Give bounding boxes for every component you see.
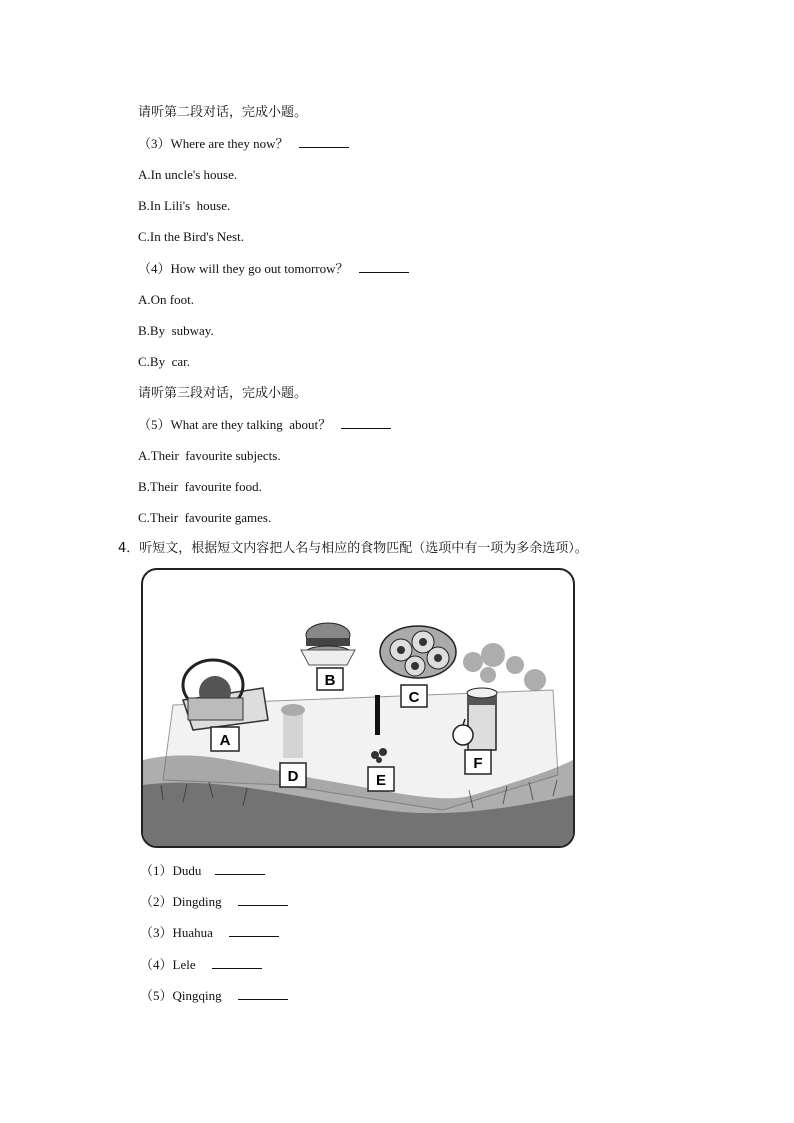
match-item-label: （4）Lele xyxy=(140,957,196,972)
hamburger xyxy=(301,623,355,665)
option: A.Their favourite subjects. xyxy=(138,448,281,463)
label-c xyxy=(401,685,427,707)
match-item-dudu xyxy=(140,863,265,879)
match-item-lele xyxy=(140,957,262,973)
question-3-prompt: （3）Where are they now？ xyxy=(138,136,289,151)
option: C.By car. xyxy=(138,354,190,369)
milk-glass xyxy=(281,704,305,758)
option: A.On foot. xyxy=(138,292,194,307)
option: B.By subway. xyxy=(138,323,214,338)
answer-blank[interactable] xyxy=(341,417,391,429)
section3-heading: 请听第三段对话，完成小题。 xyxy=(138,386,308,401)
match-item-dingding xyxy=(140,894,288,910)
label-e xyxy=(368,767,394,791)
label-a xyxy=(211,727,239,751)
match-item-huahua xyxy=(140,925,279,941)
label-d-text: D xyxy=(287,768,299,785)
match-item-qingqing xyxy=(140,988,288,1004)
match-item-label: （1）Dudu xyxy=(140,863,202,878)
picnic-food-illustration xyxy=(141,568,575,848)
label-d xyxy=(280,763,306,787)
label-a-text: A xyxy=(219,732,231,749)
match-item-label: （5）Qingqing xyxy=(140,988,222,1003)
question-5-prompt: （5）What are they talking about？ xyxy=(138,417,332,432)
question4-title: 4．听短文，根据短文内容把人名与相应的食物匹配（选项中有一项为多余选项）。 xyxy=(118,541,588,556)
picnic-basket xyxy=(183,660,268,730)
picnic-scene xyxy=(143,570,573,846)
question-4 xyxy=(138,261,409,277)
answer-blank[interactable] xyxy=(299,136,349,148)
match-item-label: （2）Dingding xyxy=(140,894,222,909)
label-e-text: E xyxy=(375,772,387,789)
option: B.Their favourite food. xyxy=(138,479,262,494)
answer-blank[interactable] xyxy=(238,894,288,906)
answer-blank[interactable] xyxy=(238,988,288,1000)
option: B.In Lili's house. xyxy=(138,198,231,213)
bush xyxy=(463,643,546,691)
label-b xyxy=(317,668,343,690)
answer-blank[interactable] xyxy=(359,261,409,273)
option: A.In uncle's house. xyxy=(138,167,238,182)
question-5 xyxy=(138,417,391,433)
label-f-text: F xyxy=(473,755,483,772)
label-f xyxy=(465,750,491,774)
match-item-label: （3）Huahua xyxy=(140,925,213,940)
question-4-prompt: （4）How will they go out tomorrow？ xyxy=(138,261,349,276)
label-b-text: B xyxy=(324,672,336,689)
doughnuts xyxy=(380,626,456,678)
option: C.In the Bird's Nest. xyxy=(138,229,244,244)
label-c-text: C xyxy=(408,689,420,706)
section2-heading: 请听第二段对话，完成小题。 xyxy=(138,105,308,120)
answer-blank[interactable] xyxy=(229,925,279,937)
question-3 xyxy=(138,136,349,152)
answer-blank[interactable] xyxy=(215,863,265,875)
option: C.Their favourite games. xyxy=(138,510,272,525)
answer-blank[interactable] xyxy=(212,957,262,969)
